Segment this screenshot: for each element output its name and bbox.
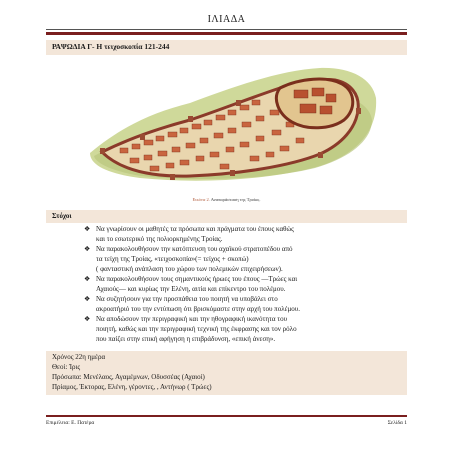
- info-persons-trojans: Πρίαμος, Έκτορας, Ελένη, γέροντες, , Αντήνωρ ( Τρώες): [52, 383, 212, 391]
- goals-list: [84, 224, 392, 344]
- goal-line: Να αποδώσουν την περιγραφική και την ηθογραφική ικανότητα του: [96, 315, 288, 323]
- diamond-bullet-icon: ❖: [84, 315, 91, 323]
- goals-banner: [46, 210, 407, 223]
- header-divider-thin: [46, 29, 407, 30]
- troy-map-illustration: [80, 58, 380, 186]
- goal-line: τα τείχη της Τροίας, «τειχοσκοπία»(= τείχος + σκοπώ): [96, 255, 249, 263]
- figure-caption: [0, 197, 453, 202]
- goal-item: [84, 314, 392, 344]
- diamond-bullet-icon: ❖: [84, 225, 91, 233]
- troy-map-drawing: [80, 58, 380, 186]
- goal-item: [84, 244, 392, 274]
- goal-line: Αχαιούς— και κυρίως την Ελένη, αιτία και επίκεντρο του πολέμου.: [96, 285, 286, 293]
- info-day: Χρόνος 22η ημέρα: [52, 353, 106, 361]
- goal-line: Να παρακολουθήσουν τους σημαντικούς ήρωες του έπους —Τρώες και: [96, 275, 298, 283]
- header-divider-thick: [46, 32, 407, 35]
- info-persons-achaeans: Πρόσωπα: Μενέλαος, Αγαμέμνων, Οδυσσέας (Αχαιοί): [52, 373, 205, 381]
- goal-line: Να γνωρίσουν οι μαθητές τα πρόσωπα και πράγματα του έπους καθώς: [96, 225, 294, 233]
- page-title: ΙΛΙΑΔΑ: [207, 14, 246, 25]
- section-banner: [46, 40, 407, 55]
- goal-line: ( φανταστική ανάπλαση του χώρου των πολεμικών επιχειρήσεων).: [96, 265, 283, 273]
- diamond-bullet-icon: ❖: [84, 275, 91, 283]
- goal-line: ακροατήριό του την εντύπωση ότι βρισκόμαστε στην αρχή του πολέμου.: [96, 305, 301, 313]
- goal-line: Να παρακολουθήσουν την κατόπτευση του αχαϊκού στρατοπέδου από: [96, 245, 293, 253]
- footer-page-number: Σελίδα 1: [387, 420, 407, 426]
- diamond-bullet-icon: ❖: [84, 295, 91, 303]
- info-gods: Θεοί: Ίρις: [52, 363, 81, 371]
- goals-title: Στόχοι: [52, 212, 72, 220]
- figure-caption-label: Εικόνα 2.: [192, 197, 210, 202]
- info-lines: [52, 352, 212, 392]
- goal-line: Να συζητήσουν για την προσπάθεια του ποιητή να υποβάλει στο: [96, 295, 278, 303]
- goal-line: ποιητή, καθώς και την περιγραφική τεχνική της έκφρασης και τον ρόλο: [96, 325, 297, 333]
- diamond-bullet-icon: ❖: [84, 245, 91, 253]
- footer-divider: [46, 415, 407, 417]
- footer-editor: Επιμέλεια: Ε. Πατέρα: [46, 420, 95, 426]
- goal-item: [84, 224, 392, 244]
- goal-line: και το εσωτερικό της πολιορκημένης Τροίας.: [96, 235, 223, 243]
- goal-line: που παίζει στην επική αφήγηση η επιβράδυνση, «επική άνεση».: [96, 335, 276, 343]
- goal-item: [84, 274, 392, 294]
- section-title: ΡΑΨΩΔΙΑ Γ- Η τειχοσκοπία 121-244: [52, 42, 170, 51]
- goal-item: [84, 294, 392, 314]
- figure-caption-text: Αναπαράσταση της Τροίας.: [209, 197, 261, 202]
